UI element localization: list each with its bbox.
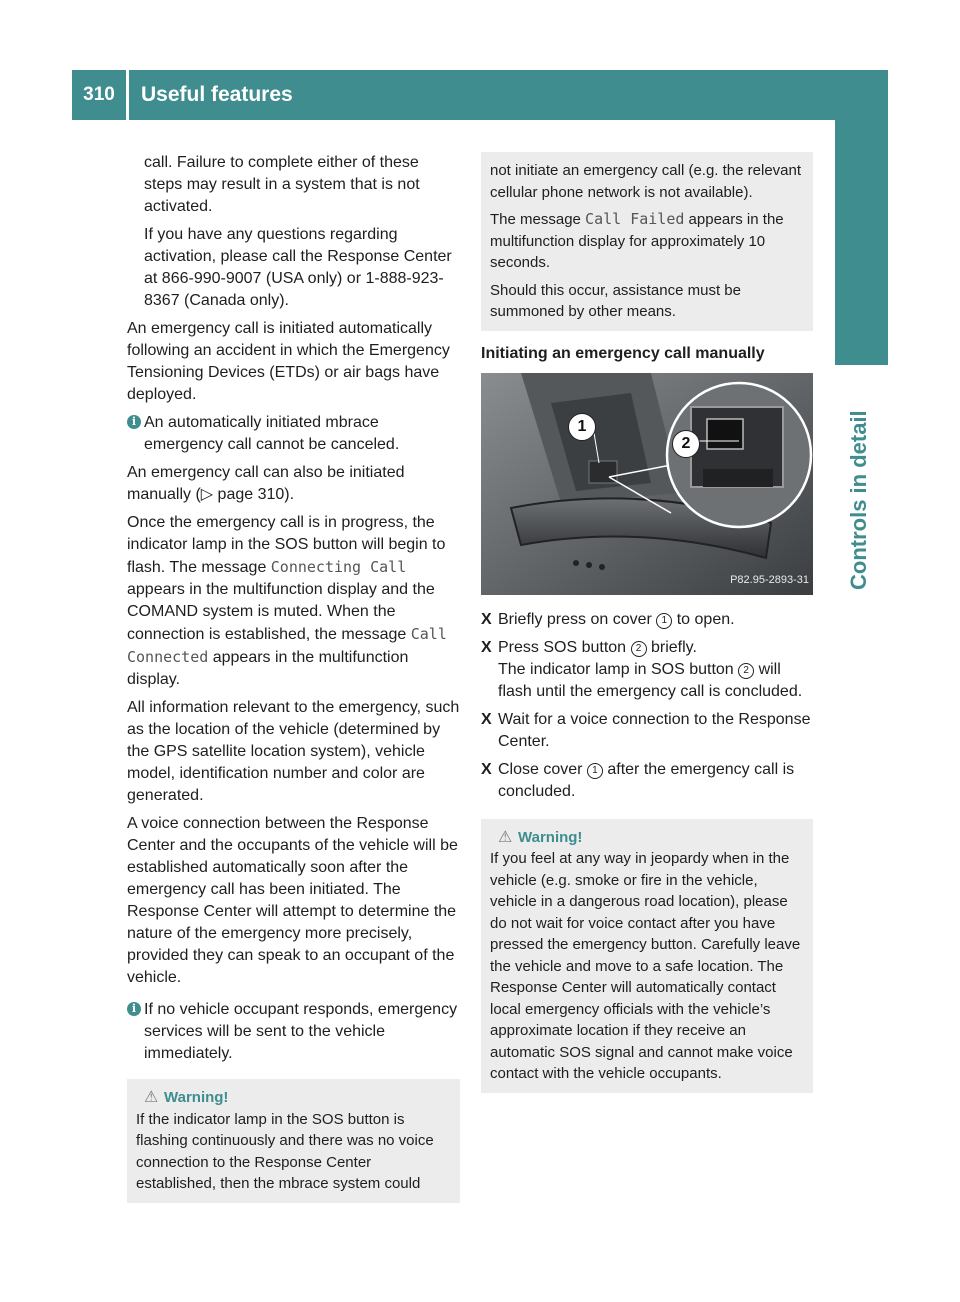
- info-icon: i: [127, 415, 141, 429]
- text-run: Wait for a voice connection to the Response Center.: [498, 710, 811, 750]
- photo-illustration: [481, 373, 813, 595]
- callout-1-label: 1: [568, 413, 596, 441]
- paragraph: [490, 209, 804, 274]
- warning-title: Warning!: [518, 828, 583, 846]
- page-header: [72, 70, 888, 120]
- display-message: Call Failed: [585, 210, 685, 228]
- text-run: appears in the multifunction display and the COMAND system is muted. When the connection is established, the message: [127, 581, 435, 643]
- text-run: will flash until the emergency call is concluded.: [498, 660, 803, 700]
- step-item: [481, 637, 813, 703]
- warning-header: [144, 1087, 451, 1109]
- info-text: If no vehicle occupant responds, emergency services will be sent to the vehicle immediately.: [144, 1001, 458, 1062]
- paragraph: If you have any questions regarding activation, please call the Response Center at 866-990-9007 (USA only) or 1-888-923-8367 (Canada only).: [144, 226, 452, 309]
- display-message: Call Connected: [127, 625, 447, 666]
- warning-text: If you feel at any way in jeopardy when in the vehicle (e.g. smoke or fire in the vehicle, vehicle in a dangerous road location), please do not wait for voice contact after you have pressed the emergency button. Carefully leave the vehicle and move to a safe location. The Response Center will automatically contact local emergency officials with the vehicle’s approximate location if they receive an automatic SOS signal and cannot make voice contact with the vehicle occupants.: [490, 850, 801, 1082]
- step-item: [481, 759, 813, 803]
- paragraph: call. Failure to complete either of these steps may result in a system that is not activated.: [144, 154, 420, 215]
- paragraph: Should this occur, assistance must be summoned by other means.: [490, 281, 741, 320]
- info-icon: i: [127, 1002, 141, 1016]
- arrow-x-icon: X: [481, 610, 492, 628]
- warning-box: [127, 1079, 460, 1203]
- callout-ref: 2: [631, 641, 647, 657]
- text-run: to open.: [672, 610, 735, 628]
- subsection-heading: Initiating an emergency call manually: [481, 344, 765, 362]
- arrow-x-icon: X: [481, 710, 492, 728]
- arrow-x-icon: X: [481, 638, 492, 656]
- side-tab: [835, 120, 888, 365]
- overhead-control-photo: [481, 373, 813, 595]
- warning-text: If the indicator lamp in the SOS button is flashing continuously and there was no voice connection to the Response Center established, then the mbrace system could: [136, 1110, 434, 1192]
- text-run: The indicator lamp in SOS button: [498, 660, 739, 678]
- info-note: [127, 999, 460, 1065]
- text-run: Press SOS button: [498, 638, 631, 656]
- display-message: Connecting Call: [270, 558, 407, 576]
- paragraph: A voice connection between the Response Center and the occupants of the vehicle will be established automatically soon after the emergency call has been initiated. The Response Center will attempt to determine the nature of the emergency more precisely, provided they can speak to an occupant of the vehicle.: [127, 815, 458, 986]
- text-run: The message: [490, 211, 586, 228]
- warning-triangle-icon: ⚠: [144, 1089, 159, 1106]
- text-run: Once the emergency call is in progress, the indicator lamp in the SOS button will begin to flash. The message: [127, 514, 446, 576]
- text-run: Close cover: [498, 760, 587, 778]
- left-column: [127, 152, 460, 1203]
- page-number: 310: [83, 84, 115, 105]
- step-list: [481, 609, 813, 803]
- callout-2-label: 2: [672, 430, 700, 458]
- section-title: Useful features: [141, 83, 293, 106]
- paragraph: An emergency call can also be initiated manually (▷ page 310).: [127, 464, 405, 503]
- text-run: briefly.: [646, 638, 697, 656]
- text-run: Briefly press on cover: [498, 610, 657, 628]
- info-text: An automatically initiated mbrace emergency call cannot be canceled.: [144, 414, 400, 453]
- text-run: after the emergency call is concluded.: [498, 760, 795, 800]
- text-run: appears in the multifunction display for approximately 10 seconds.: [490, 211, 784, 271]
- warning-box: [481, 819, 813, 1093]
- right-column: [481, 152, 813, 1093]
- text-run: appears in the multifunction display.: [127, 649, 409, 688]
- warning-box-continued: [481, 152, 813, 331]
- warning-header: [498, 827, 804, 849]
- callout-ref: 2: [738, 663, 754, 679]
- warning-title: Warning!: [164, 1089, 229, 1106]
- warning-triangle-icon: ⚠: [498, 828, 513, 846]
- side-tab-label: Controls in detail: [846, 410, 871, 590]
- step-item: [481, 709, 813, 753]
- callout-ref: 1: [656, 613, 672, 629]
- arrow-x-icon: X: [481, 760, 492, 778]
- paragraph: All information relevant to the emergency, such as the location of the vehicle (determined by the GPS satellite location system), vehicle model, identification number and color are generated.: [127, 699, 460, 804]
- callout-ref: 1: [587, 763, 603, 779]
- figure-code: P82.95-2893-31: [730, 573, 809, 586]
- step-item: [481, 609, 813, 631]
- paragraph: An emergency call is initiated automatically following an accident in which the Emergency Tensioning Devices (ETDs) or air bags have deployed.: [127, 320, 450, 403]
- info-note: [127, 412, 460, 456]
- paragraph: [127, 512, 460, 691]
- paragraph: not initiate an emergency call (e.g. the relevant cellular phone network is not available).: [490, 162, 802, 201]
